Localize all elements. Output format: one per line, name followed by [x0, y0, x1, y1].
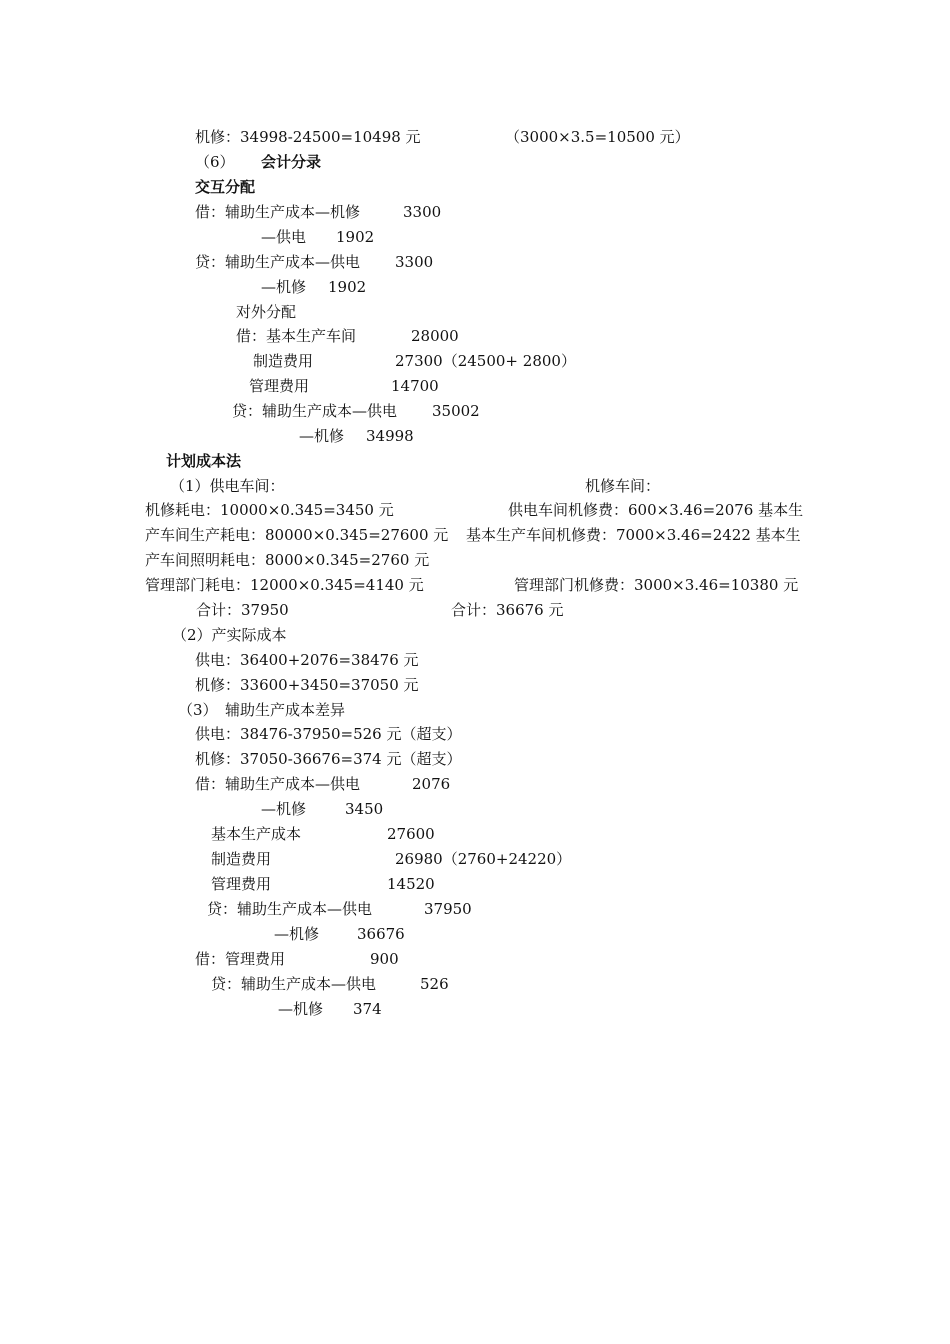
entry-label: 借：辅助生产成本—供电: [195, 775, 361, 793]
entry-label: 制造费用: [211, 850, 272, 868]
entry-amount: 27600: [387, 825, 435, 843]
entry-amount: 3450: [345, 800, 384, 818]
entry-label: 贷：辅助生产成本—供电: [232, 402, 398, 420]
section-heading: 会计分录: [261, 153, 322, 171]
entry-label: —机修: [278, 1000, 324, 1018]
text-line: 管理部门机修费：3000×3.46=10380 元: [514, 576, 799, 594]
text-line: 合计：36676 元: [451, 601, 564, 619]
text-line: 供电车间机修费：600×3.46=2076 基本生: [508, 501, 804, 519]
entry-amount: 3300: [395, 253, 434, 271]
entry-label: 贷：辅助生产成本—供电: [207, 900, 373, 918]
text-line: （1）供电车间：: [170, 477, 285, 495]
text-line: 辅助生产成本差异: [225, 701, 346, 719]
entry-amount: 526: [420, 975, 449, 993]
entry-amount: 1902: [336, 228, 375, 246]
section-heading: 交互分配: [195, 178, 256, 196]
entry-amount: 28000: [411, 327, 459, 345]
entry-amount: 14520: [387, 875, 435, 893]
entry-label: 借：辅助生产成本—机修: [195, 203, 361, 221]
text-line: 机修：33600+3450=37050 元: [195, 676, 419, 694]
entry-label: —机修: [261, 278, 307, 296]
text-line: （2）产实际成本: [172, 626, 287, 644]
text-line: 机修车间：: [585, 477, 661, 495]
entry-amount: 900: [370, 950, 399, 968]
entry-label: —供电: [261, 228, 307, 246]
entry-amount: 26980（2760+24220）: [395, 850, 572, 868]
text-line: 机修：34998-24500=10498 元: [195, 128, 421, 146]
text-line: （3000×3.5=10500 元）: [505, 128, 690, 146]
entry-label: —机修: [261, 800, 307, 818]
entry-amount: 2076: [412, 775, 451, 793]
entry-amount: 3300: [403, 203, 442, 221]
subheading: 对外分配: [236, 303, 297, 321]
entry-amount: 37950: [424, 900, 472, 918]
entry-amount: 374: [353, 1000, 382, 1018]
entry-label: 贷：辅助生产成本—供电: [211, 975, 377, 993]
text-line: 产车间照明耗电：8000×0.345=2760 元: [145, 551, 430, 569]
entry-amount: 36676: [357, 925, 405, 943]
text-line: 合计：37950: [196, 601, 289, 619]
entry-amount: 14700: [391, 377, 439, 395]
section-number: （3）: [178, 701, 218, 719]
entry-label: 贷：辅助生产成本—供电: [195, 253, 361, 271]
entry-label: 基本生产成本: [211, 825, 302, 843]
text-line: 供电：38476-37950=526 元（超支）: [195, 725, 462, 743]
entry-amount: 35002: [432, 402, 480, 420]
section-heading: 计划成本法: [166, 452, 242, 470]
entry-amount: 1902: [328, 278, 367, 296]
entry-label: 管理费用: [211, 875, 272, 893]
entry-label: 借：管理费用: [195, 950, 286, 968]
text-line: 产车间生产耗电：80000×0.345=27600 元: [145, 526, 449, 544]
entry-amount: 34998: [366, 427, 414, 445]
text-line: 基本生产车间机修费：7000×3.46=2422 基本生: [466, 526, 801, 544]
entry-label: 管理费用: [249, 377, 310, 395]
entry-label: —机修: [299, 427, 345, 445]
text-line: 供电：36400+2076=38476 元: [195, 651, 419, 669]
entry-label: 借：基本生产车间: [236, 327, 357, 345]
text-line: 机修：37050-36676=374 元（超支）: [195, 750, 462, 768]
text-line: 机修耗电：10000×0.345=3450 元: [145, 501, 394, 519]
section-number: （6）: [195, 153, 235, 171]
entry-amount: 27300（24500+ 2800）: [395, 352, 576, 370]
entry-label: —机修: [274, 925, 320, 943]
entry-label: 制造费用: [253, 352, 314, 370]
text-line: 管理部门耗电：12000×0.345=4140 元: [145, 576, 424, 594]
